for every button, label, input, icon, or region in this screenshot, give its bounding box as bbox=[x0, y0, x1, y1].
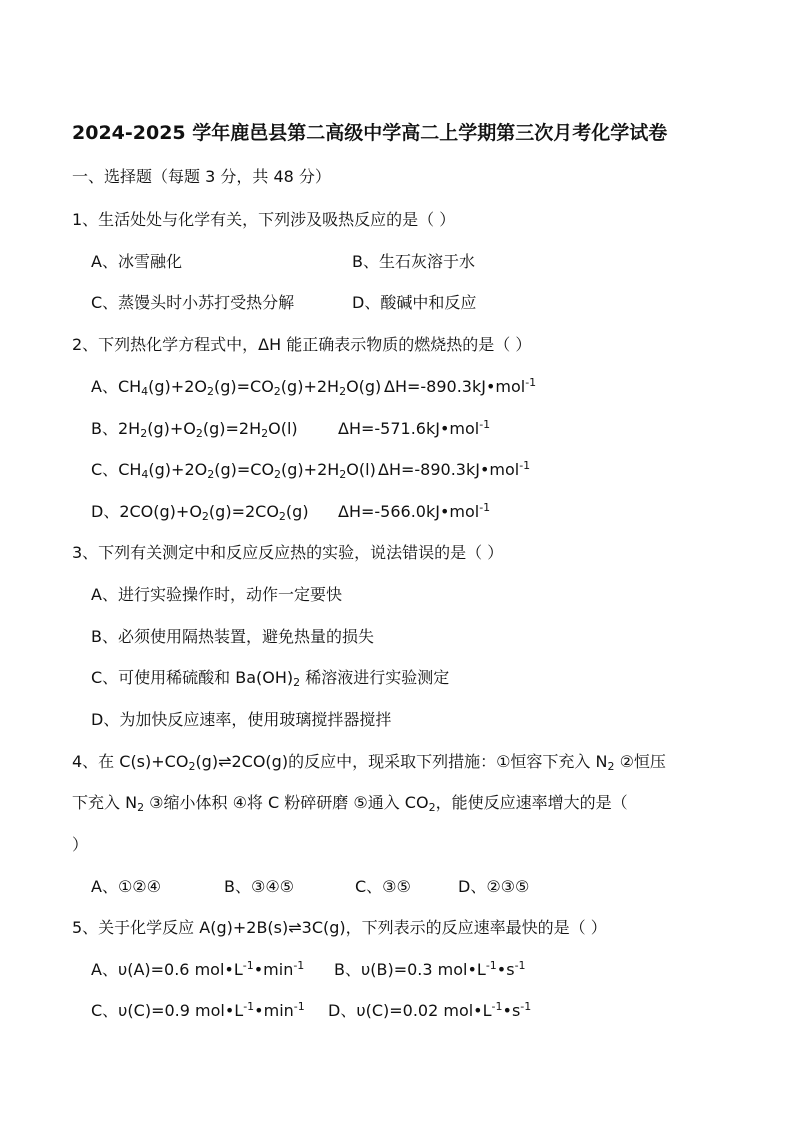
q3-option-c: C、可使用稀硫酸和 $Ba(OH)_2$ 稀溶液进行实验测定 bbox=[91, 668, 450, 689]
q5-stem: 5、关于化学反应 A(g)+2B(s)⇌3C(g)，下列表示的反应速率最快的是（ ） bbox=[72, 918, 607, 937]
q1-stem: 1、生活处处与化学有关，下列涉及吸热反应的是（ ） bbox=[72, 210, 456, 229]
equation-part: CH bbox=[117, 377, 142, 396]
q4-option-d: D、②③⑤ bbox=[458, 877, 530, 896]
q1-option-d: D、酸碱中和反应 bbox=[352, 293, 477, 312]
q1-option-b: B、生石灰溶于水 bbox=[352, 252, 475, 271]
q2-stem: 2、下列热化学方程式中，ΔH 能正确表示物质的燃烧热的是（ ） bbox=[72, 335, 532, 354]
q3-stem: 3、下列有关测定中和反应反应热的实验，说法错误的是（ ） bbox=[72, 543, 504, 562]
q4-stem-line3: ） bbox=[72, 835, 89, 854]
q4-stem-line1: 4、在 $C(s)+CO_2(g)\rightleftharpoons 2CO(g)$的反应中，现采取下列措施：①恒容下充入 $N_2$ ②恒压 bbox=[72, 752, 666, 773]
q2-option-b-enthalpy: ΔH=-571.6kJ•mol$^{-1}$ bbox=[338, 418, 491, 438]
q5-option-c: C、υ(C)=0.9 $mol•L^{-1}•\min^{-1}$ bbox=[91, 1000, 305, 1020]
q3-option-a: A、进行实验操作时，动作一定要快 bbox=[91, 585, 342, 604]
q2-option-a-enthalpy: ΔH=-890.3kJ•mol$^{-1}$ bbox=[384, 376, 537, 396]
q4-stem-line2: 下充入 $N_2$ ③缩小体积 ④将 C 粉碎研磨 ⑤通入 $CO_2$，能使反应速率增大的是（ bbox=[72, 793, 628, 814]
q5-option-a: A、υ(A)=0.6 $mol•L^{-1}•\min^{-1}$ bbox=[91, 959, 305, 979]
q1-option-c: C、蒸馒头时小苏打受热分解 bbox=[91, 293, 295, 312]
q2-option-c-enthalpy: ΔH=-890.3kJ•mol$^{-1}$ bbox=[378, 459, 531, 479]
q2-option-b: B、$2H_2(g)+O_2(g)=2H_2O(l)$ bbox=[91, 419, 298, 440]
q4-option-c: C、③⑤ bbox=[355, 877, 411, 896]
q2-option-d-enthalpy: ΔH=-566.0kJ•mol$^{-1}$ bbox=[338, 501, 491, 521]
q3-option-d: D、为加快反应速率，使用玻璃搅拌器搅拌 bbox=[91, 710, 392, 729]
q5-option-d: D、υ(C)=0.02 $mol•L^{-1}•s^{-1}$ bbox=[328, 1000, 532, 1020]
q4-option-b: B、③④⑤ bbox=[224, 877, 295, 896]
q2-option-a: A、$CH_4(g)+2O_2(g)=CO_2(g)+2H_2O(g)$ bbox=[91, 377, 382, 398]
option-label: A、 bbox=[91, 377, 118, 396]
q1-option-a: A、冰雪融化 bbox=[91, 252, 182, 271]
q2-option-d: D、$2CO(g)+O_2(g)=2CO_2(g)$ bbox=[91, 502, 309, 523]
q5-option-b: B、υ(B)=0.3 $mol•L^{-1}•s^{-1}$ bbox=[334, 959, 526, 979]
section-heading: 一、选择题（每题 3 分，共 48 分） bbox=[72, 167, 331, 186]
exam-title: 2024-2025 学年鹿邑县第二高级中学高二上学期第三次月考化学试卷 bbox=[72, 122, 668, 144]
q2-option-c: C、$CH_4(g)+2O_2(g)=CO_2(g)+2H_2O(l)$ bbox=[91, 460, 376, 481]
q3-option-b: B、必须使用隔热装置，避免热量的损失 bbox=[91, 627, 374, 646]
q4-option-a: A、①②④ bbox=[91, 877, 161, 896]
